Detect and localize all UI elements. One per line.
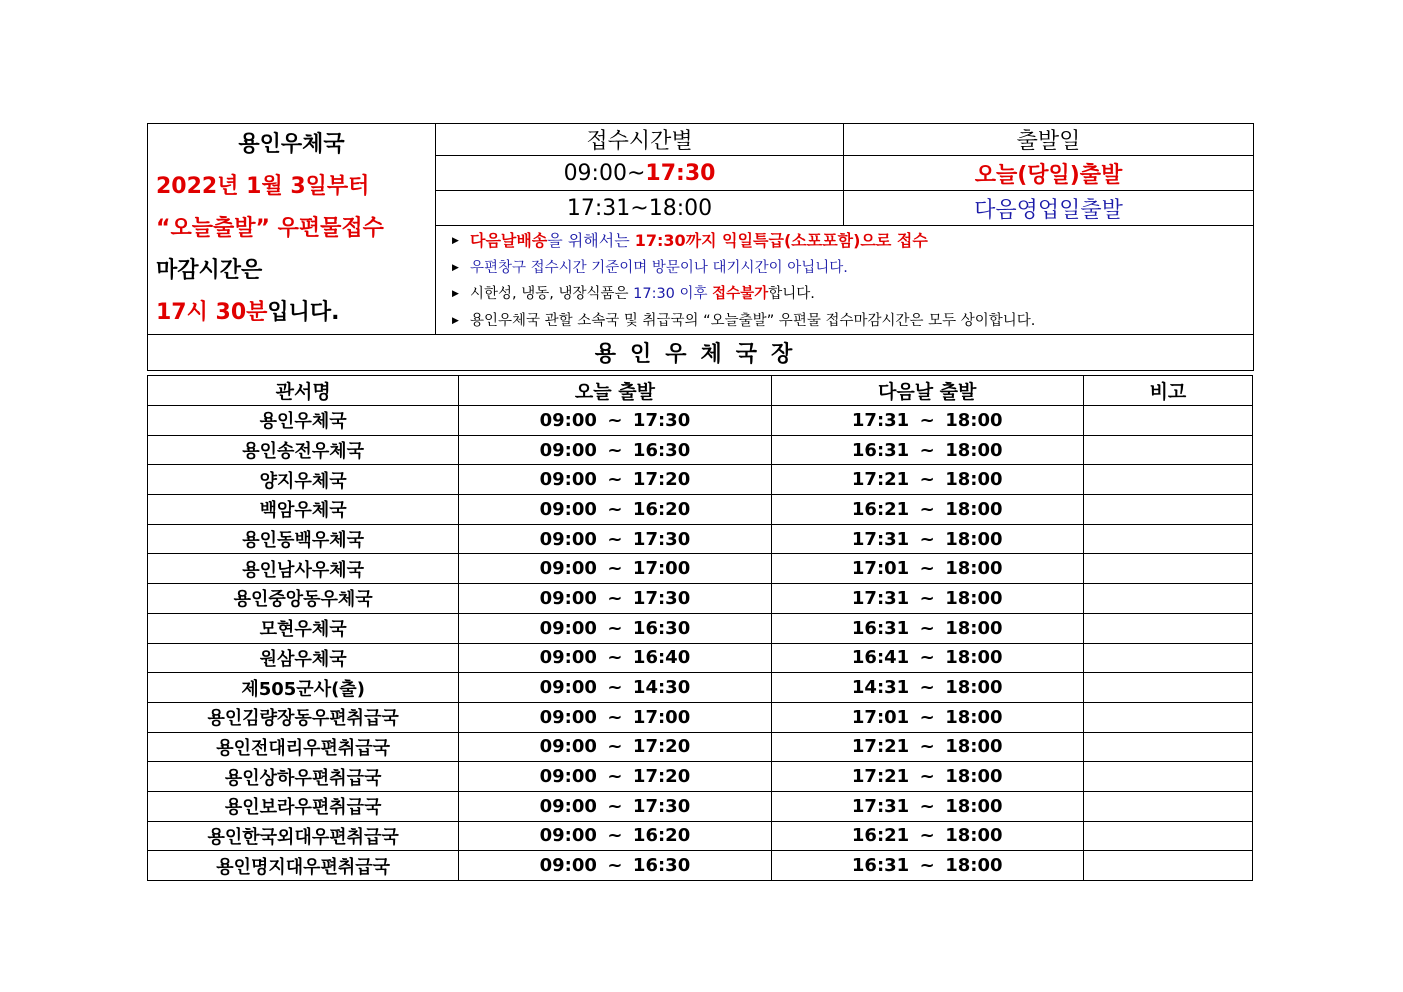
range-separator: ~ xyxy=(607,855,623,877)
today-end: 16:30 xyxy=(632,855,691,877)
office-cell: 용인한국외대우편취급국 xyxy=(148,821,459,851)
range-separator: ~ xyxy=(919,677,935,699)
note-text: 합니다. xyxy=(768,286,815,302)
today-end: 17:30 xyxy=(632,409,691,431)
table-row xyxy=(148,495,1253,525)
office-cell: 용인우체국 xyxy=(148,406,459,436)
range-separator: ~ xyxy=(919,528,935,550)
nextday-end: 18:00 xyxy=(945,498,1003,520)
table-row xyxy=(148,732,1253,762)
remarks-cell xyxy=(1083,673,1252,703)
today-end: 17:00 xyxy=(632,706,691,728)
today-window-cell xyxy=(459,435,771,465)
nextday-window-cell xyxy=(771,791,1083,821)
office-cell: 백암우체국 xyxy=(148,495,459,525)
nextday-end: 18:00 xyxy=(945,677,1003,699)
nextday-end: 18:00 xyxy=(945,409,1003,431)
remarks-cell xyxy=(1083,524,1252,554)
bullet-icon: ▶ xyxy=(452,289,459,299)
range-separator: ~ xyxy=(919,439,935,461)
table-row xyxy=(148,702,1253,732)
remarks-cell xyxy=(1083,584,1252,614)
today-window-cell xyxy=(459,465,771,495)
office-name: 용인우체국 xyxy=(238,132,345,157)
nextday-start: 17:21 xyxy=(851,766,910,788)
nextday-window-cell xyxy=(771,643,1083,673)
today-start: 09:00 xyxy=(539,647,597,669)
range-separator: ~ xyxy=(919,587,935,609)
nextday-end: 18:00 xyxy=(945,439,1003,461)
today-end: 17:30 xyxy=(632,587,691,609)
range-separator: ~ xyxy=(607,587,623,609)
range-separator: ~ xyxy=(607,647,623,669)
nextday-window-cell xyxy=(771,584,1083,614)
note-item xyxy=(452,255,1253,282)
note-text: 용인우체국 관할 소속국 및 취급국의 “오늘출발” 우편물 접수마감시간은 모두 상이합니다. xyxy=(470,312,1036,329)
range-separator: ~ xyxy=(607,677,623,699)
today-end: 16:30 xyxy=(632,617,691,639)
today-end: 17:00 xyxy=(632,558,691,580)
today-end: 17:20 xyxy=(632,736,691,758)
today-start: 09:00 xyxy=(539,409,597,431)
bullet-icon: ▶ xyxy=(452,262,459,273)
slot-time xyxy=(436,156,844,191)
deadline-suffix: 입니다. xyxy=(267,300,340,325)
notice-panel xyxy=(148,124,436,335)
nextday-window-cell xyxy=(771,851,1083,881)
table-row xyxy=(148,821,1253,851)
note-item xyxy=(452,308,1253,335)
nextday-end: 18:00 xyxy=(945,558,1003,580)
range-separator: ~ xyxy=(919,766,935,788)
office-cell: 용인송전우체국 xyxy=(148,435,459,465)
today-window-cell xyxy=(459,702,771,732)
today-window-cell xyxy=(459,584,771,614)
today-window-cell xyxy=(459,613,771,643)
nextday-window-cell xyxy=(771,406,1083,436)
nextday-end: 18:00 xyxy=(945,736,1003,758)
table-row xyxy=(148,673,1253,703)
today-window-cell xyxy=(459,762,771,792)
table-row xyxy=(148,554,1253,584)
nextday-end: 18:00 xyxy=(945,706,1003,728)
range-separator: ~ xyxy=(919,409,935,431)
office-cell: 용인김량장동우편취급국 xyxy=(148,702,459,732)
today-start: 09:00 xyxy=(539,795,597,817)
nextday-window-cell xyxy=(771,524,1083,554)
notes-box xyxy=(436,226,1254,335)
range-separator: ~ xyxy=(607,439,623,461)
nextday-end: 18:00 xyxy=(945,647,1003,669)
table-row xyxy=(148,613,1253,643)
nextday-end: 18:00 xyxy=(945,825,1003,847)
range-separator: ~ xyxy=(607,558,623,580)
office-cell: 용인상하우편취급국 xyxy=(148,762,459,792)
today-start: 09:00 xyxy=(539,677,597,699)
range-separator: ~ xyxy=(919,706,935,728)
remarks-cell xyxy=(1083,613,1252,643)
nextday-start: 14:31 xyxy=(851,677,910,699)
today-end: 16:20 xyxy=(632,498,691,520)
nextday-start: 17:21 xyxy=(851,736,910,758)
remarks-cell xyxy=(1083,762,1252,792)
range-separator: ~ xyxy=(919,469,935,491)
note-text: 시한성, 냉동, 냉장식품은 xyxy=(470,286,634,302)
today-end: 16:40 xyxy=(632,647,691,669)
range-separator: ~ xyxy=(607,409,623,431)
today-end: 17:30 xyxy=(632,528,691,550)
table-row xyxy=(148,406,1253,436)
nextday-window-cell xyxy=(771,732,1083,762)
nextday-start: 16:31 xyxy=(851,439,910,461)
nextday-end: 18:00 xyxy=(945,855,1003,877)
today-start: 09:00 xyxy=(539,528,597,550)
today-end: 17:30 xyxy=(632,795,691,817)
remarks-cell xyxy=(1083,791,1252,821)
slot-depart: 다음영업일출발 xyxy=(844,191,1254,226)
deadline-label: 마감시간은 xyxy=(156,258,263,283)
nextday-start: 16:31 xyxy=(851,617,910,639)
column-header: 비고 xyxy=(1083,376,1252,406)
remarks-cell xyxy=(1083,702,1252,732)
today-start: 09:00 xyxy=(539,855,597,877)
table-row xyxy=(148,762,1253,792)
table-row xyxy=(148,465,1253,495)
table-row xyxy=(148,435,1253,465)
note-highlight: 17:30까지 익일특급(소포포함)으로 접수 xyxy=(634,231,928,250)
nextday-window-cell xyxy=(771,465,1083,495)
note-item xyxy=(452,281,1253,308)
slot-time-start: 09:00~ xyxy=(563,160,646,186)
bullet-icon: ▶ xyxy=(452,315,459,326)
today-window-cell xyxy=(459,495,771,525)
range-separator: ~ xyxy=(919,795,935,817)
table-row xyxy=(148,851,1253,881)
range-separator: ~ xyxy=(607,617,623,639)
office-cell: 양지우체국 xyxy=(148,465,459,495)
nextday-end: 18:00 xyxy=(945,795,1003,817)
remarks-cell xyxy=(1083,554,1252,584)
range-separator: ~ xyxy=(919,855,935,877)
today-start: 09:00 xyxy=(539,498,597,520)
office-cell: 용인동백우체국 xyxy=(148,524,459,554)
note-text: 우편창구 접수시간 기준이며 방문이나 대기시간이 아닙니다. xyxy=(470,259,848,276)
nextday-start: 17:31 xyxy=(851,409,910,431)
nextday-end: 18:00 xyxy=(945,528,1003,550)
nextday-end: 18:00 xyxy=(945,469,1003,491)
nextday-window-cell xyxy=(771,435,1083,465)
nextday-window-cell xyxy=(771,554,1083,584)
office-cell: 용인남사우체국 xyxy=(148,554,459,584)
today-start: 09:00 xyxy=(539,469,597,491)
remarks-cell xyxy=(1083,495,1252,525)
note-highlight: 접수불가 xyxy=(712,286,769,302)
today-window-cell xyxy=(459,643,771,673)
note-highlight: 다음날배송 xyxy=(470,231,548,250)
office-cell: 용인보라우편취급국 xyxy=(148,791,459,821)
today-start: 09:00 xyxy=(539,825,597,847)
today-start: 09:00 xyxy=(539,617,597,639)
today-end: 16:20 xyxy=(632,825,691,847)
today-window-cell xyxy=(459,406,771,436)
range-separator: ~ xyxy=(607,706,623,728)
today-window-cell xyxy=(459,673,771,703)
range-separator: ~ xyxy=(607,528,623,550)
table-row xyxy=(148,643,1253,673)
range-separator: ~ xyxy=(919,647,935,669)
range-separator: ~ xyxy=(607,825,623,847)
remarks-cell xyxy=(1083,465,1252,495)
office-cell: 제505군사(출) xyxy=(148,673,459,703)
note-text: 을 위해서는 xyxy=(547,231,635,250)
today-window-cell xyxy=(459,554,771,584)
office-cell: 용인중앙동우체국 xyxy=(148,584,459,614)
range-separator: ~ xyxy=(919,558,935,580)
today-end: 17:20 xyxy=(632,469,691,491)
remarks-cell xyxy=(1083,643,1252,673)
office-cell: 용인명지대우편취급국 xyxy=(148,851,459,881)
today-start: 09:00 xyxy=(539,558,597,580)
remarks-cell xyxy=(1083,821,1252,851)
column-header-depart: 출발일 xyxy=(844,124,1254,156)
effective-date: 2022년 1월 3일부터 xyxy=(156,174,370,199)
header-table xyxy=(147,123,1254,371)
deadline-text xyxy=(156,292,435,334)
note-item xyxy=(452,228,1253,255)
today-start: 09:00 xyxy=(539,766,597,788)
office-cell: 용인전대리우편취급국 xyxy=(148,732,459,762)
nextday-window-cell xyxy=(771,821,1083,851)
nextday-window-cell xyxy=(771,613,1083,643)
nextday-start: 17:31 xyxy=(851,587,910,609)
nextday-window-cell xyxy=(771,702,1083,732)
today-end: 16:30 xyxy=(632,439,691,461)
table-row xyxy=(148,791,1253,821)
today-window-cell xyxy=(459,791,771,821)
today-end: 17:20 xyxy=(632,766,691,788)
nextday-start: 17:31 xyxy=(851,795,910,817)
nextday-window-cell xyxy=(771,495,1083,525)
slot-depart: 오늘(당일)출발 xyxy=(844,156,1254,191)
range-separator: ~ xyxy=(607,498,623,520)
nextday-end: 18:00 xyxy=(945,766,1003,788)
nextday-start: 16:31 xyxy=(851,855,910,877)
nextday-start: 16:21 xyxy=(851,498,910,520)
today-start: 09:00 xyxy=(539,736,597,758)
remarks-cell xyxy=(1083,851,1252,881)
nextday-start: 16:41 xyxy=(851,647,910,669)
nextday-start: 17:31 xyxy=(851,528,910,550)
range-separator: ~ xyxy=(607,795,623,817)
remarks-cell xyxy=(1083,406,1252,436)
today-window-cell xyxy=(459,524,771,554)
nextday-window-cell xyxy=(771,673,1083,703)
deadline-value: 17시 30분 xyxy=(156,300,268,325)
today-start: 09:00 xyxy=(539,587,597,609)
column-header: 관서명 xyxy=(148,376,459,406)
bullet-icon: ▶ xyxy=(452,236,459,246)
note-highlight: 17:30 이후 xyxy=(633,286,713,302)
section-title: 용인우체국장 xyxy=(148,335,1254,371)
nextday-start: 17:01 xyxy=(851,706,910,728)
slot-time-end: 17:30 xyxy=(645,160,716,186)
today-window-cell xyxy=(459,821,771,851)
table-row xyxy=(148,584,1253,614)
slot-time: 17:31~18:00 xyxy=(436,191,844,226)
column-header: 다음날 출발 xyxy=(771,376,1083,406)
table-row xyxy=(148,524,1253,554)
nextday-end: 18:00 xyxy=(945,587,1003,609)
nextday-start: 16:21 xyxy=(851,825,910,847)
column-header: 오늘 출발 xyxy=(459,376,771,406)
today-start: 09:00 xyxy=(539,706,597,728)
office-schedule-table xyxy=(147,375,1253,881)
table-header-row xyxy=(148,376,1253,406)
service-name: “오늘출발” 우편물접수 xyxy=(156,216,384,241)
remarks-cell xyxy=(1083,732,1252,762)
range-separator: ~ xyxy=(919,617,935,639)
office-cell: 모현우체국 xyxy=(148,613,459,643)
today-window-cell xyxy=(459,732,771,762)
range-separator: ~ xyxy=(919,498,935,520)
column-header-time: 접수시간별 xyxy=(436,124,844,156)
today-end: 14:30 xyxy=(632,677,691,699)
range-separator: ~ xyxy=(919,736,935,758)
nextday-start: 17:21 xyxy=(851,469,910,491)
nextday-end: 18:00 xyxy=(945,617,1003,639)
today-start: 09:00 xyxy=(539,439,597,461)
schedule-document xyxy=(147,123,1253,881)
remarks-cell xyxy=(1083,435,1252,465)
nextday-window-cell xyxy=(771,762,1083,792)
nextday-start: 17:01 xyxy=(851,558,910,580)
range-separator: ~ xyxy=(607,736,623,758)
range-separator: ~ xyxy=(607,469,623,491)
today-window-cell xyxy=(459,851,771,881)
range-separator: ~ xyxy=(919,825,935,847)
range-separator: ~ xyxy=(607,766,623,788)
office-cell: 원삼우체국 xyxy=(148,643,459,673)
